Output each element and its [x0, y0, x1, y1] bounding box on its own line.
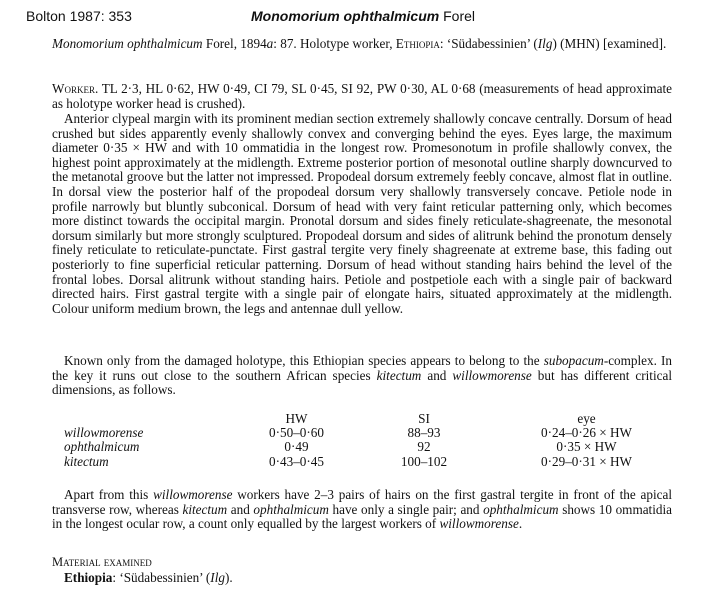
comparison-text: -complex. In the key it runs out close to the southern African species	[52, 353, 672, 383]
table-cell: 0·35 × HW	[556, 439, 617, 455]
material-heading: Material examined	[52, 555, 152, 569]
table-cell: 0·50–0·60	[269, 425, 324, 441]
comparison-text: but has different critical dimensions, as follows.	[52, 367, 672, 398]
comparison-text: Known only from the damaged holotype, this Ethiopian species appears to belong to the	[64, 353, 544, 368]
table-cell: willowmorense	[64, 425, 144, 441]
citation-text: ) (MHN) [examined].	[552, 36, 667, 51]
material-text: : ‘Südabessinien’ (	[112, 570, 211, 585]
table-header: SI	[418, 411, 430, 426]
table-cell: 0·49	[284, 439, 309, 455]
differences-text: workers have 2–3 pairs of hairs on the first gastral tergite in front of the apical transverse row, whereas	[52, 487, 672, 517]
worker-measurements	[52, 82, 672, 111]
table-cell: kitectum	[64, 453, 109, 469]
differences-paragraph	[52, 488, 672, 532]
material-country: Ethiopia	[64, 570, 113, 585]
species-name: ophthalmicum	[483, 501, 559, 517]
table-row	[64, 455, 674, 469]
differences-text: .	[518, 516, 523, 532]
description-paragraph: Anterior clypeal margin with its prominent median section extremely shallowly concave centrally. Dorsum of head crushed but sides apparently evenly shallowly convex and converging behind the eyes. Eyes large, the maximum diameter 0·35 × HW and with 10 ommatidia in the longest row. Promesonotum in profile shallowly convex, the highest point approximately at the midlength. Extreme posterior portion of mesonotal outline sharply downcurved to the metanotal groove but the latter not impressed. Propodeal dorsum extremely feebly concave, almost flat in outline. In dorsal view the posterior half of the propodeal dorsum very shallowly transversely concave. Petiole node in profile narrowly but bluntly subconical. Dorsum of head with very faint reticular patterning only, which becomes more distinct towards the occipital margin. Pronotal dorsum and sides finely reticulate-shagreenate, the mesonotal dorsum similarly but more strongly sculptured. Propodeal dorsum and sides of alitrunk behind the pronotum densely finely reticulate to reticulate-punctate. First gastral tergite very finely shagreenate at extreme base, this fading out posteriorly to fine superficial reticular patterning. Dorsum of head without standing hairs behind the level of the frontal lobes. Dorsal alitrunk without standing hairs. Petiole and postpetiole each with a single pair of backward directed hairs. First gastral tergite with a single pair of elongate hairs, situated approximately at the midlength. Colour uniform medium brown, the legs and antennae dull yellow.	[52, 111, 672, 316]
table-cell: 0·43–0·45	[269, 453, 324, 469]
citation-paragraph	[52, 37, 679, 52]
species-name: willowmorense	[452, 367, 532, 383]
citation-country: Ethiopia	[395, 36, 440, 51]
worker-text: . TL 2·3, HL 0·62, HW 0·49, CI 79, SL 0·45, SI 92, PW 0·30, AL 0·68 (measurements of head approximate as holotype worker head is crushed).	[52, 81, 672, 111]
citation-text: : 87. Holotype worker,	[273, 36, 396, 51]
comparison-text: and	[421, 367, 453, 383]
differences-text: have only a single pair; and	[328, 501, 484, 517]
table-header-row	[64, 412, 674, 426]
species-name: willowmorense	[153, 487, 233, 502]
citation-text: : ‘Südabessinien’ (	[439, 36, 538, 51]
citation-text: Forel, 1894	[202, 36, 267, 51]
citation-letter: a	[266, 36, 274, 51]
dimensions-table	[64, 412, 674, 469]
table-cell: 88–93	[407, 425, 441, 441]
differences-text: shows 10 ommatidia in the longest ocular row, a count only equalled by the largest workers of	[52, 501, 672, 532]
citation-species: Monomorium ophthalmicum	[52, 36, 203, 51]
species-name: kitectum	[376, 367, 422, 383]
reference-label: Bolton 1987: 353	[26, 8, 132, 24]
comparison-paragraph	[52, 354, 672, 398]
species-name: ophthalmicum	[253, 501, 329, 517]
species-heading	[251, 8, 475, 24]
table-header: HW	[285, 411, 308, 426]
differences-text: and	[227, 501, 254, 517]
page-header	[26, 8, 703, 30]
table-header: eye	[577, 411, 596, 426]
group-name: subopacum	[543, 353, 604, 368]
table-cell: 100–102	[400, 453, 448, 469]
citation-collector: Ilg	[537, 36, 553, 51]
table-cell: 92	[417, 439, 431, 455]
material-text: ).	[224, 570, 233, 585]
worker-label: Worker	[52, 81, 95, 96]
differences-text: Apart from this	[64, 487, 154, 502]
table-row	[64, 440, 674, 454]
table-cell: 0·29–0·31 × HW	[541, 453, 632, 469]
species-heading-author: Forel	[443, 8, 476, 24]
species-name: kitectum	[182, 501, 228, 517]
table-cell: ophthalmicum	[64, 439, 140, 455]
material-line	[64, 570, 233, 586]
species-heading-name: Monomorium ophthalmicum	[251, 8, 440, 24]
material-collector: Ilg	[210, 570, 225, 585]
species-name: willowmorense	[439, 516, 519, 532]
table-row	[64, 426, 674, 440]
table-header	[64, 412, 244, 426]
table-cell: 0·24–0·26 × HW	[541, 425, 632, 441]
